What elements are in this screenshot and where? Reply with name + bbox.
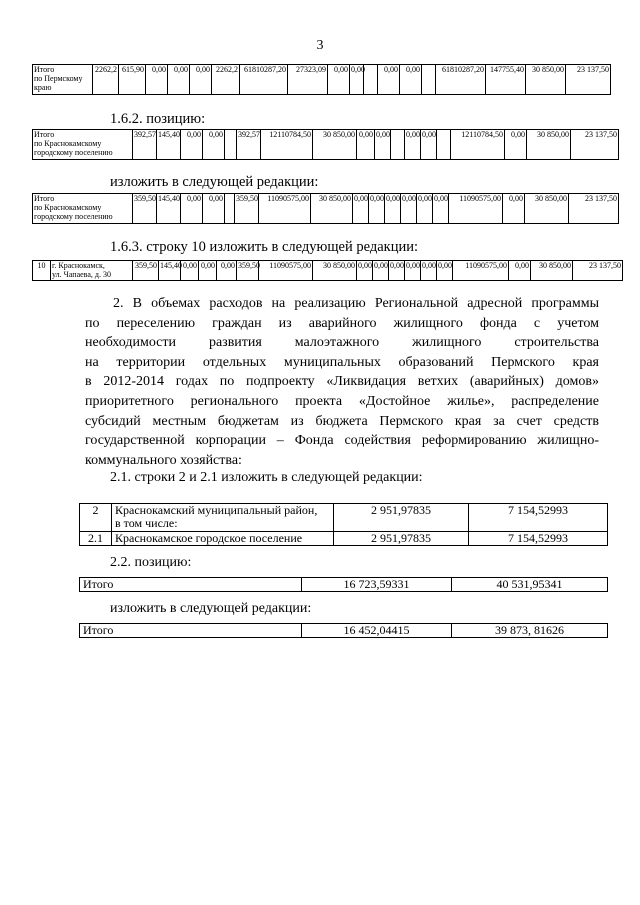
cell: 0,00 — [328, 65, 350, 95]
heading-1-6-2: 1.6.2. позицию: — [110, 111, 206, 127]
cell: 16 452,04415 — [302, 624, 452, 638]
cell: 0,00 — [378, 65, 400, 95]
row-name: Краснокамский муниципальный район, в том числе: — [112, 504, 334, 532]
cell: 30 850,00 — [313, 261, 357, 281]
paragraph-line: по переселению граждан из аварийного жилищного фонда с учетом — [85, 315, 599, 331]
table-row — [80, 504, 608, 532]
table-krasnokamsk-old — [32, 129, 619, 160]
cell: 0,00 — [203, 194, 225, 224]
cell: 392,57 — [237, 130, 261, 160]
cell: 2 951,97835 — [334, 532, 469, 546]
cell: 2262,2 — [93, 65, 119, 95]
cell: 0,00 — [405, 261, 421, 281]
cell: 30 850,00 — [527, 130, 571, 160]
table-row-10 — [32, 260, 623, 281]
row-number: 10 — [33, 261, 51, 281]
cell — [225, 130, 237, 160]
cell: 0,00 — [181, 194, 203, 224]
cell: 0,00 — [199, 261, 217, 281]
cell: 0,00 — [400, 65, 422, 95]
heading-1-6-3: 1.6.3. строку 10 изложить в следующей редакции: — [110, 239, 418, 255]
cell: 147755,40 — [486, 65, 526, 95]
cell: 23 137,50 — [569, 194, 619, 224]
cell: 23 137,50 — [571, 130, 619, 160]
cell: 0,00 — [203, 130, 225, 160]
cell: 0,00 — [369, 194, 385, 224]
table-2-2-new — [79, 623, 608, 638]
cell: 30 850,00 — [525, 194, 569, 224]
cell: 23 137,50 — [573, 261, 623, 281]
cell: 0,00 — [190, 65, 212, 95]
table-row — [33, 65, 611, 95]
page-number: 3 — [316, 38, 324, 53]
table-row — [33, 194, 619, 224]
paragraph-line: коммунального хозяйства: — [85, 452, 242, 468]
row-label: Итого по Краснокамскому городскому поселению — [33, 130, 133, 160]
cell: 359,50 — [237, 261, 259, 281]
cell: 27323,09 — [288, 65, 328, 95]
paragraph-line: 2. В объемах расходов на реализацию Региональной адресной программы — [113, 296, 599, 311]
cell: 0,00 — [181, 130, 203, 160]
cell: 30 850,00 — [313, 130, 357, 160]
cell: 12110784,50 — [261, 130, 313, 160]
cell: 30 850,00 — [531, 261, 573, 281]
cell: 0,00 — [421, 261, 437, 281]
paragraph-line: в 2012-2014 годах по подпроекту «Ликвидация ветхих (аварийных) домов» — [85, 374, 599, 390]
heading-2-2: 2.2. позицию: — [110, 555, 192, 570]
cell: 11090575,00 — [449, 194, 503, 224]
cell: 30 850,00 — [526, 65, 566, 95]
cell: 11090575,00 — [259, 194, 311, 224]
cell: 0,00 — [505, 130, 527, 160]
paragraph-2 — [85, 294, 599, 470]
table-perm-total — [32, 64, 611, 95]
cell: 30 850,00 — [311, 194, 353, 224]
table-2-2-old — [79, 577, 608, 592]
cell: 0,00 — [181, 261, 199, 281]
cell: 0,00 — [405, 130, 421, 160]
cell: 2262,2 — [212, 65, 240, 95]
cell: 392,57 — [133, 130, 157, 160]
paragraph-line: приоритетного регионального проекта «Достойное жилье», распределение — [85, 393, 599, 409]
cell: 61810287,20 — [436, 65, 486, 95]
cell: 0,00 — [350, 65, 364, 95]
cell: 16 723,59331 — [302, 578, 452, 592]
cell: 0,00 — [373, 261, 389, 281]
table-2-1 — [79, 503, 608, 546]
table-krasnokamsk-new — [32, 193, 619, 224]
heading-new-edition-2: изложить в следующей редакции: — [110, 601, 312, 616]
row-number: 2 — [80, 504, 112, 532]
cell: 39 873, 81626 — [452, 624, 608, 638]
cell: 2 951,97835 — [334, 504, 469, 532]
cell: 0,00 — [385, 194, 401, 224]
table-row — [80, 578, 608, 592]
cell: 61810287,20 — [240, 65, 288, 95]
cell — [364, 65, 378, 95]
cell: 0,00 — [401, 194, 417, 224]
cell: 11090575,00 — [259, 261, 313, 281]
cell: 11090575,00 — [453, 261, 509, 281]
cell: 359,50 — [133, 261, 159, 281]
paragraph-line: на территории отдельных муниципальных образований Пермского края — [85, 354, 599, 370]
heading-new-edition: изложить в следующей редакции: — [110, 174, 319, 190]
paragraph-line: субсидий местным бюджетам из бюджета Пермского края за счет средств — [85, 413, 599, 429]
cell: 0,00 — [417, 194, 433, 224]
cell: 0,00 — [503, 194, 525, 224]
paragraph-line: государственной корпорации – Фонда содействия реформированию жилищно- — [85, 433, 599, 449]
cell: 615,90 — [119, 65, 146, 95]
cell: 359,50 — [133, 194, 157, 224]
cell: 0,00 — [357, 261, 373, 281]
row-address: г. Краснокамск, ул. Чапаева, д. 30 — [51, 261, 133, 281]
cell: 0,00 — [375, 130, 391, 160]
cell: 145,40 — [157, 130, 181, 160]
cell — [422, 65, 436, 95]
cell — [437, 130, 451, 160]
cell: 359,50 — [235, 194, 259, 224]
table-row — [33, 130, 619, 160]
cell: 0,00 — [357, 130, 375, 160]
cell: 0,00 — [217, 261, 237, 281]
paragraph-line: необходимости развития малоэтажного жилищного строительства — [85, 335, 599, 351]
cell: 12110784,50 — [451, 130, 505, 160]
cell: 0,00 — [433, 194, 449, 224]
cell: 0,00 — [437, 261, 453, 281]
table-row — [80, 624, 608, 638]
row-name: Краснокамское городское поселение — [112, 532, 334, 546]
table-row — [80, 532, 608, 546]
cell: 0,00 — [421, 130, 437, 160]
cell: 0,00 — [509, 261, 531, 281]
table-row — [33, 261, 623, 281]
row-label: Итого — [80, 624, 302, 638]
cell: 0,00 — [146, 65, 168, 95]
cell: 7 154,52993 — [469, 504, 608, 532]
cell: 0,00 — [168, 65, 190, 95]
heading-2-1: 2.1. строки 2 и 2.1 изложить в следующей редакции: — [110, 470, 423, 485]
cell — [225, 194, 235, 224]
cell: 145,40 — [157, 194, 181, 224]
row-number: 2.1 — [80, 532, 112, 546]
cell: 7 154,52993 — [469, 532, 608, 546]
row-label: Итого по Пермскому краю — [33, 65, 93, 95]
cell: 0,00 — [353, 194, 369, 224]
cell: 23 137,50 — [566, 65, 611, 95]
row-label: Итого по Краснокамскому городскому поселению — [33, 194, 133, 224]
cell: 0,00 — [389, 261, 405, 281]
cell: 40 531,95341 — [452, 578, 608, 592]
cell: 145,40 — [159, 261, 181, 281]
cell — [391, 130, 405, 160]
row-label: Итого — [80, 578, 302, 592]
